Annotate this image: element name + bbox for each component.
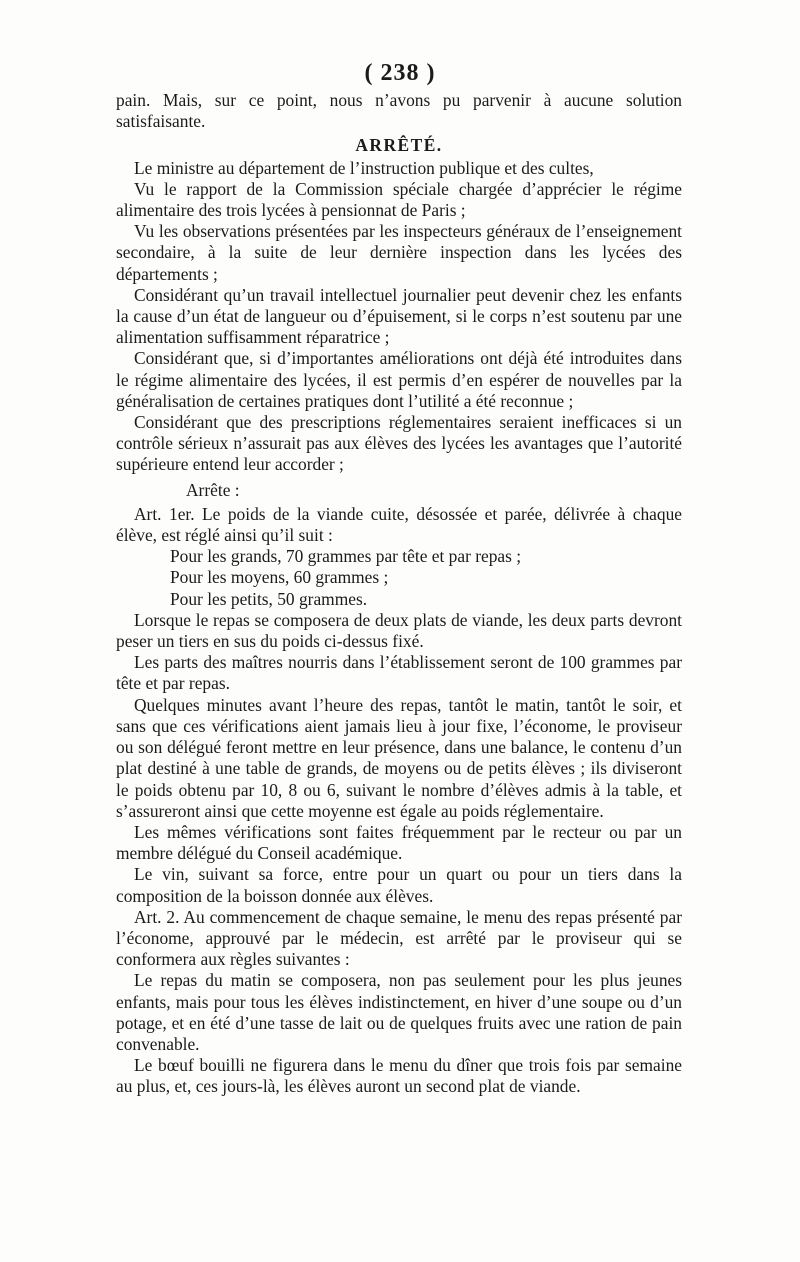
section-title: ARRÊTÉ. [355, 135, 443, 156]
paragraph: Art. 2. Au commencement de chaque semaine, le menu des repas présenté par l’économe, approuvé par le médecin, est arrêté par le proviseur qui se conformera aux règles suivantes : [116, 906, 682, 970]
paragraph: Art. 1er. Le poids de la viande cuite, désossée et parée, délivrée à chaque élève, est réglé ainsi qu’il suit : [116, 503, 682, 546]
paragraph: pain. Mais, sur ce point, nous n’avons pu parvenir à aucune solution satisfaisante. [116, 90, 682, 132]
body-text [116, 90, 682, 1098]
list-item: Pour les grands, 70 grammes par tête et par repas ; [170, 546, 522, 567]
paragraph: Les parts des maîtres nourris dans l’établissement seront de 100 grammes par tête et par repas. [116, 652, 682, 694]
paragraph: Le repas du matin se composera, non pas seulement pour les plus jeunes enfants, mais pour tous les élèves indistinctement, en hiver d’une soupe ou d’un potage, et en été d’une tasse de lait ou de quelques fruits avec une ration de pain convenable. [116, 970, 682, 1054]
list-item: Pour les petits, 50 grammes. [170, 588, 368, 609]
paragraph: Vu les observations présentées par les inspecteurs généraux de l’enseignement secondaire, à la suite de leur dernière inspection dans les lycées des départements ; [116, 221, 682, 284]
paragraph: Considérant que des prescriptions réglementaires seraient inefficaces si un contrôle sérieux n’assurait pas aux élèves des lycées les avantages que l’autorité supérieure entend leur accorder ; [116, 412, 682, 475]
paragraph: Les mêmes vérifications sont faites fréquemment par le recteur ou par un membre délégué du Conseil académique. [116, 821, 682, 864]
paragraph: Considérant qu’un travail intellectuel journalier peut devenir chez les enfants la cause d’un état de langueur ou d’épuisement, si le corps n’est soutenu par une alimentation suffisamment réparatrice ; [116, 284, 682, 348]
paragraph: Considérant que, si d’importantes améliorations ont déjà été introduites dans le régime alimentaire des lycées, il est permis d’en espérer de nouvelles par la généralisation de certaines pratiques dont l’utilité a été reconnue ; [116, 348, 682, 411]
list-item: Pour les moyens, 60 grammes ; [170, 567, 389, 588]
paragraph: Arrête : [186, 479, 240, 500]
paragraph: Le ministre au département de l’instruction publique et des cultes, [134, 157, 594, 178]
paragraph: Le bœuf bouilli ne figurera dans le menu du dîner que trois fois par semaine au plus, et, ces jours-là, les élèves auront un second plat de viande. [116, 1055, 682, 1097]
paragraph: Lorsque le repas se composera de deux plats de viande, les deux parts devront peser un tiers en sus du poids ci-dessus fixé. [116, 609, 682, 652]
paragraph: Quelques minutes avant l’heure des repas, tantôt le matin, tantôt le soir, et sans que ces vérifications aient jamais lieu à jour fixe, l’économe, le proviseur ou son délégué feront mettre en leur présence, dans une balance, le contenu d’un plat destiné à une table de grands, de moyens ou de petits élèves ; ils diviseront le poids obtenu par 10, 8 ou 6, suivant le nombre d’élèves admis à la table, et s’assureront ainsi que cette moyenne est égale au poids réglementaire. [116, 694, 682, 821]
paragraph: Le vin, suivant sa force, entre pour un quart ou pour un tiers dans la composition de la boisson donnée aux élèves. [116, 864, 682, 906]
page-number: ( 238 ) [364, 60, 436, 86]
paragraph: Vu le rapport de la Commission spéciale chargée d’apprécier le régime alimentaire des trois lycées à pensionnat de Paris ; [116, 178, 682, 221]
